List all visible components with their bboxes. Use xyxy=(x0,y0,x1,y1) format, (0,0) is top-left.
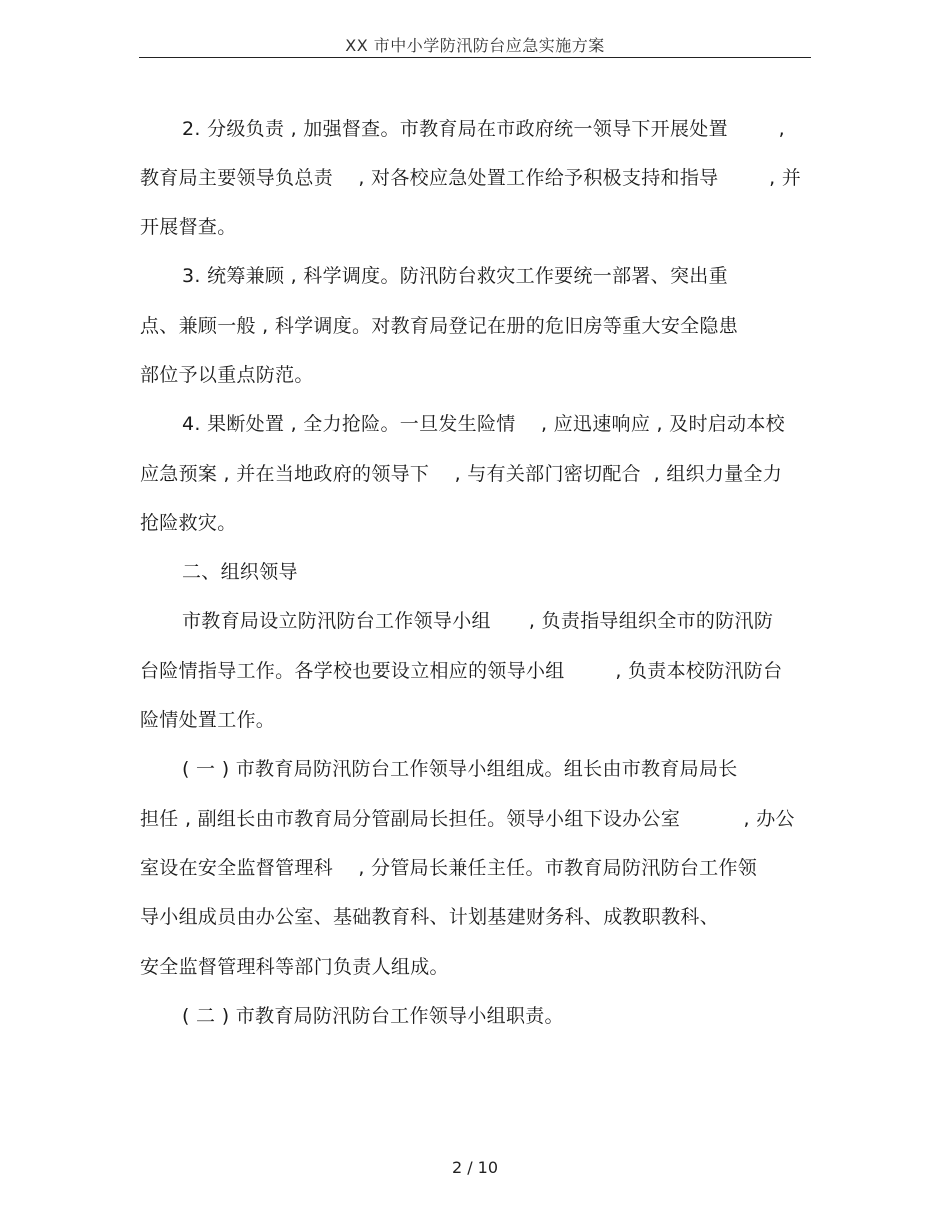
body-line: ( 一 ) 市教育局防汛防台工作领导小组组成。组长由市教育局局长 xyxy=(182,758,738,780)
body-line: 4. 果断处置 , 全力抢险。一旦发生险情 , 应迅速响应 , 及时启动本校 xyxy=(182,413,785,435)
body-line: 部位予以重点防范。 xyxy=(140,364,314,386)
document-header-title: XX 市中小学防汛防台应急实施方案 xyxy=(345,36,605,55)
page-number: 2 / 10 xyxy=(451,1158,499,1177)
body-line: 2. 分级负责 , 加强督查。市教育局在市政府统一领导下开展处置 , xyxy=(182,118,785,140)
body-line: 开展督查。 xyxy=(140,216,237,238)
body-line: 担任 , 副组长由市教育局分管副局长担任。领导小组下设办公室 , 办公 xyxy=(140,808,795,830)
body-line: ( 二 ) 市教育局防汛防台工作领导小组职责。 xyxy=(182,1005,564,1027)
body-line: 险情处置工作。 xyxy=(140,709,276,731)
body-line: 导小组成员由办公室、基础教育科、计划基建财务科、成教职教科、 xyxy=(140,906,720,928)
body-line: 安全监督管理科等部门负责人组成。 xyxy=(140,956,449,978)
body-line: 室设在安全监督管理科 , 分管局长兼任主任。市教育局防汛防台工作领 xyxy=(140,857,758,879)
body-line: 教育局主要领导负总责 , 对各校应急处置工作给予积极支持和指导 , 并 xyxy=(140,167,802,189)
body-line: 市教育局设立防汛防台工作领导小组 , 负责指导组织全市的防汛防 xyxy=(182,610,774,632)
body-line: 应急预案 , 并在当地政府的领导下 , 与有关部门密切配合 , 组织力量全力 xyxy=(140,463,783,485)
body-line: 台险情指导工作。各学校也要设立相应的领导小组 , 负责本校防汛防台 xyxy=(140,660,783,682)
section-heading: 二、组织领导 xyxy=(182,561,298,583)
body-line: 3. 统筹兼顾 , 科学调度。防汛防台救灾工作要统一部署、突出重 xyxy=(182,265,728,287)
body-line: 抢险救灾。 xyxy=(140,512,237,534)
body-line: 点、兼顾一般 , 科学调度。对教育局登记在册的危旧房等重大安全隐患 xyxy=(140,315,739,337)
header-divider xyxy=(139,57,811,58)
